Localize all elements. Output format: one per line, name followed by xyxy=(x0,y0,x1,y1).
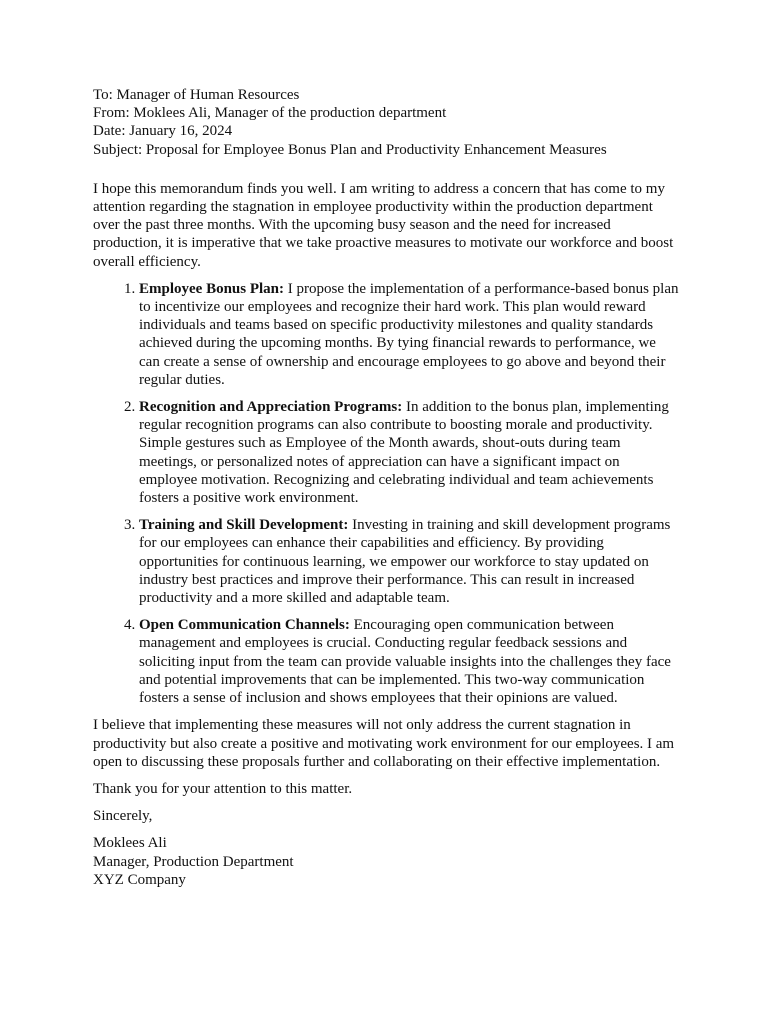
intro-paragraph: I hope this memorandum finds you well. I am writing to address a concern that has come to my attention regarding the stagnation in employee productivity within the production department over the past three months. With the upcoming busy season and the need for increased production, it is imperative that we take proactive measures to motivate our workforce and boost overall efficiency. xyxy=(93,180,674,270)
proposal-list xyxy=(93,280,679,707)
proposal-item-title: Training and Skill Development: xyxy=(139,517,349,534)
memo-subject-line: Subject: Proposal for Employee Bonus Plan and Productivity Enhancement Measures xyxy=(93,141,607,158)
memo-document xyxy=(93,86,679,889)
proposal-item-recognition xyxy=(139,398,679,507)
signature-company: XYZ Company xyxy=(93,871,186,888)
proposal-item-title: Open Communication Channels: xyxy=(139,617,350,634)
proposal-item-title: Employee Bonus Plan: xyxy=(139,280,285,297)
memo-from-line: From: Moklees Ali, Manager of the production department xyxy=(93,105,447,122)
proposal-item-communication xyxy=(139,616,679,707)
thanks-paragraph: Thank you for your attention to this matter. xyxy=(93,780,353,797)
memo-date-line: Date: January 16, 2024 xyxy=(93,123,233,140)
signature-name: Moklees Ali xyxy=(93,835,167,852)
signature-block xyxy=(93,834,679,889)
memo-to-line: To: Manager of Human Resources xyxy=(93,87,300,103)
closing-salutation: Sincerely, xyxy=(93,808,153,825)
proposal-item-bonus-plan xyxy=(139,280,679,389)
proposal-item-body: Encouraging open communication between management and employees is crucial. Conducting regular feedback sessions and soliciting input from the team can provide valuable insights into the challenges they face and potential improvements that can be implemented. This two-way communication fosters a sense of inclusion and shows employees that their opinions are valued. xyxy=(139,617,671,707)
signature-title: Manager, Production Department xyxy=(93,853,294,870)
proposal-item-body: I propose the implementation of a performance-based bonus plan to incentivize our employees and recognize their hard work. This plan would reward individuals and teams based on specific productivity milestones and quality standards achieved during the upcoming months. By tying financial rewards to performance, we can create a sense of ownership and encourage employees to go above and beyond their regular duties. xyxy=(139,280,679,388)
memo-header xyxy=(93,86,679,159)
proposal-item-training xyxy=(139,516,679,607)
conclusion-paragraph: I believe that implementing these measures will not only address the current stagnation in productivity but also create a positive and motivating work environment for our employees. I am open to discussing these proposals further and collaborating on their effective implementation. xyxy=(93,717,675,770)
proposal-item-body: In addition to the bonus plan, implementing regular recognition programs can also contribute to boosting morale and productivity. Simple gestures such as Employee of the Month awards, shout-outs during team meetings, or personalized notes of appreciation can have a significant impact on employee motivation. Recognizing and celebrating individual and team achievements fosters a positive work environment. xyxy=(139,399,669,507)
proposal-item-body: Investing in training and skill development programs for our employees can enhance their capabilities and efficiency. By providing opportunities for continuous learning, we empower our workforce to stay updated on industry best practices and improve their performance. This can result in increased productivity and a more skilled and adaptable team. xyxy=(139,517,671,607)
proposal-item-title: Recognition and Appreciation Programs: xyxy=(139,399,403,416)
